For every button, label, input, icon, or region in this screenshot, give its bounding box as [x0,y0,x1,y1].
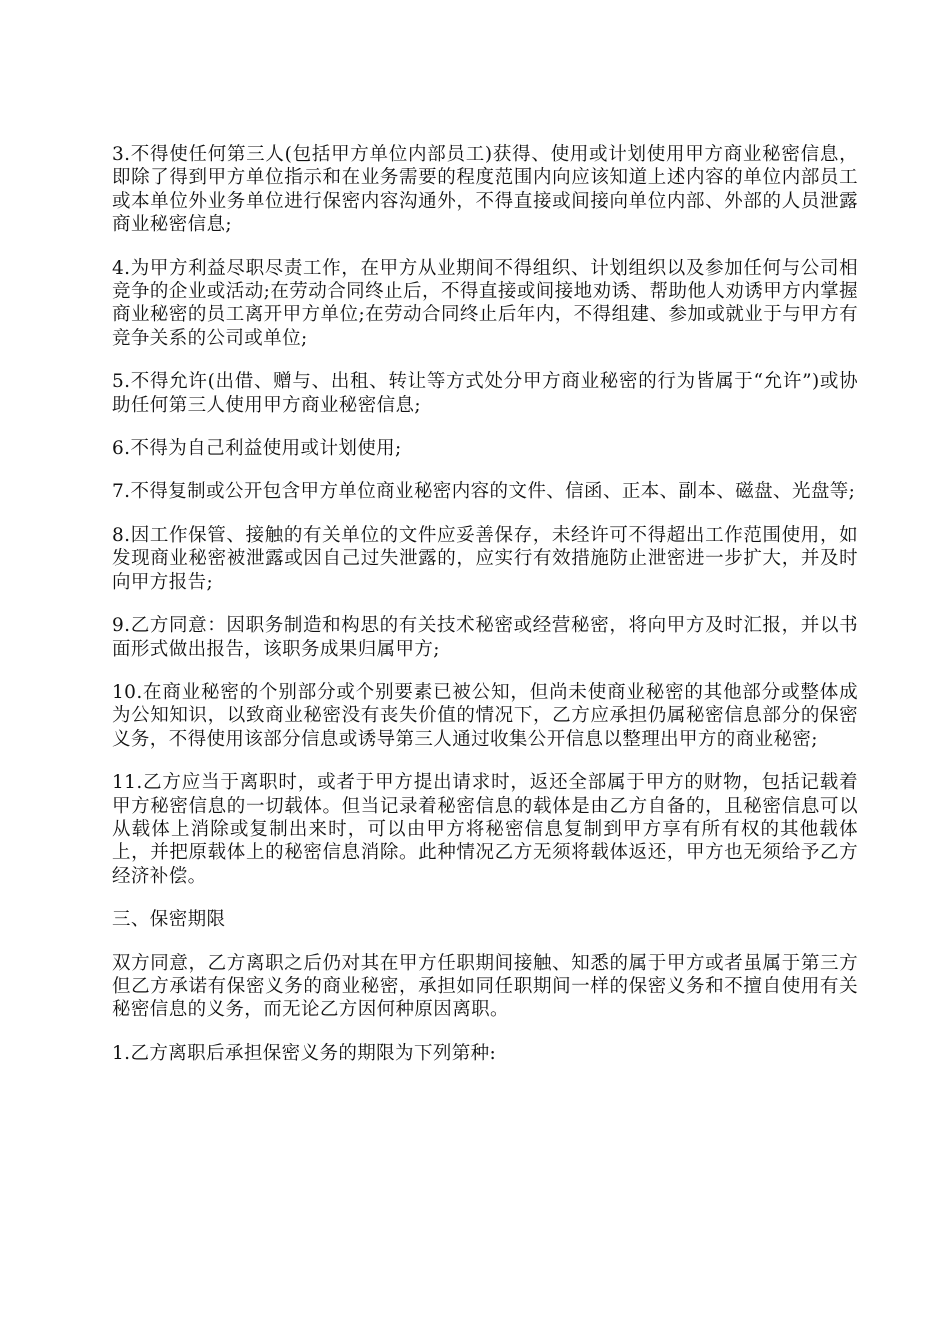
term-clause-1: 1.乙方离职后承担保密义务的期限为下列第种: [112,1042,497,1064]
confidentiality-agreement-paragraph: 双方同意，乙方离职之后仍对其在甲方任职期间接触、知悉的属于甲方或者虽属于第三方但乙方承诺有保密义务的商业秘密，承担如同任职期间一样的保密义务和不擅自使用有关秘密信息的义务，而无论乙方因何种原因离职。 [112,952,858,1021]
clause-5: 5.不得允许(出借、赠与、出租、转让等方式处分甲方商业秘密的行为皆属于“允许”)或协助任何第三人使用甲方商业秘密信息; [112,371,858,416]
clause-6: 6.不得为自己利益使用或计划使用; [112,438,402,460]
clause-9: 9.乙方同意：因职务制造和构思的有关技术秘密或经营秘密，将向甲方及时汇报，并以书面形式做出报告，该职务成果归属甲方; [112,615,858,660]
clause-7: 7.不得复制或公开包含甲方单位商业秘密内容的文件、信函、正本、副本、磁盘、光盘等; [112,481,856,503]
clause-11: 11.乙方应当于离职时，或者于甲方提出请求时，返还全部属于甲方的财物，包括记载着甲方秘密信息的一切载体。但当记录着秘密信息的载体是由乙方自备的，且秘密信息可以从载体上消除或复制出来时，可以由甲方将秘密信息复制到甲方享有所有权的其他载体上，并把原载体上的秘密信息消除。此种情况乙方无须将载体返还，甲方也无须给予乙方经济补偿。 [112,772,858,887]
clause-10: 10.在商业秘密的个别部分或个别要素已被公知，但尚未使商业秘密的其他部分或整体成为公知知识，以致商业秘密没有丧失价值的情况下，乙方应承担仍属秘密信息部分的保密义务，不得使用该部分信息或诱导第三人通过收集公开信息以整理出甲方的商业秘密; [112,681,858,750]
document-page [112,143,858,1085]
section-heading-confidentiality-period: 三、保密期限 [112,909,226,931]
clause-3: 3.不得使任何第三人(包括甲方单位内部员工)获得、使用或计划使用甲方商业秘密信息，即除了得到甲方单位指示和在业务需要的程度范围内向应该知道上述内容的单位内部员工或本单位外业务单位进行保密内容沟通外，不得直接或间接向单位内部、外部的人员泄露商业秘密信息; [112,144,858,236]
clause-8: 8.因工作保管、接触的有关单位的文件应妥善保存，未经许可不得超出工作范围使用，如发现商业秘密被泄露或因自己过失泄露的，应实行有效措施防止泄密进一步扩大，并及时向甲方报告; [112,524,858,593]
clause-4: 4.为甲方利益尽职尽责工作，在甲方从业期间不得组织、计划组织以及参加任何与公司相竞争的企业或活动;在劳动合同终止后，不得直接或间接地劝诱、帮助他人劝诱甲方内掌握商业秘密的员工离开甲方单位;在劳动合同终止后年内，不得组建、参加或就业于与甲方有竞争关系的公司或单位; [112,257,858,349]
